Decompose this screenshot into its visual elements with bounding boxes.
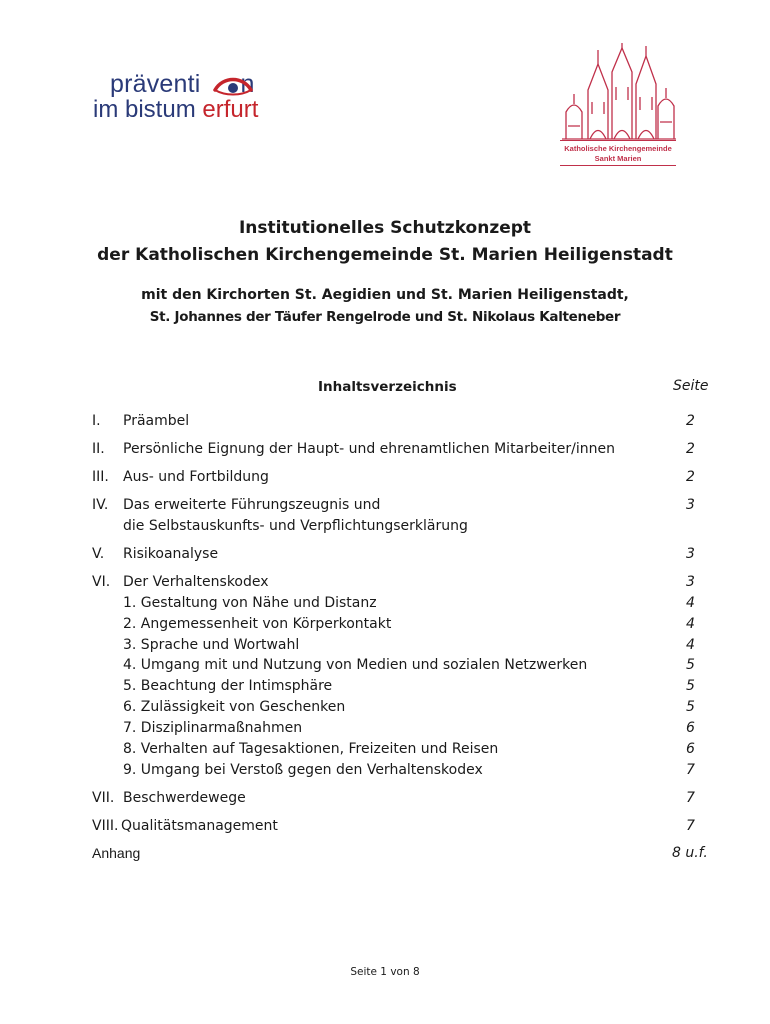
toc-sub-entry-text: 8. Verhalten auf Tagesaktionen, Freizeiten und Reisen <box>123 741 499 757</box>
toc-entry-number: I. <box>92 413 101 429</box>
toc-sub-entry-page: 6 <box>686 741 695 757</box>
document-title: Institutionelles Schutzkonzept <box>238 218 532 238</box>
church-divider-top <box>560 140 676 141</box>
toc-entry-page: 7 <box>686 790 695 806</box>
toc-sub-entry <box>0 657 770 677</box>
logo-text-bistum: im bistum erfurt <box>93 96 259 123</box>
toc-entry-text: die Selbstauskunfts- und Verpflichtungserklärung <box>123 518 468 534</box>
toc-appendix-text: Anhang <box>92 845 141 861</box>
toc-entry-number: III. <box>92 469 109 485</box>
toc-entry <box>0 441 770 461</box>
toc-sub-entry-text: 3. Sprache und Wortwahl <box>123 637 300 653</box>
toc-entry-number: II. <box>92 441 105 457</box>
toc-entry-number: VII. <box>92 790 115 806</box>
toc-appendix <box>0 845 770 865</box>
toc-sub-entry <box>0 720 770 740</box>
toc-entry-text: Aus- und Fortbildung <box>123 469 269 485</box>
toc-entry <box>0 546 770 566</box>
toc-entry-number: VIII. <box>92 818 119 834</box>
toc-sub-entry-text: 6. Zulässigkeit von Geschenken <box>123 699 346 715</box>
document-subtitle-line2: St. Johannes der Täufer Rengelrode und St. Nikolaus Kalteneber <box>149 309 621 325</box>
toc-sub-entry-text: 9. Umgang bei Verstoß gegen den Verhaltenskodex <box>123 762 483 778</box>
toc-entry-text: Präambel <box>123 413 190 429</box>
eye-icon <box>213 74 253 98</box>
toc-entry-page: 2 <box>686 413 695 429</box>
toc-entry-text: Das erweiterte Führungszeugnis und <box>123 497 381 513</box>
logo-text-praevention: präventi n <box>110 70 255 98</box>
toc-entry-text: Der Verhaltenskodex <box>123 574 269 590</box>
toc-sub-entry-page: 6 <box>686 720 695 736</box>
toc-appendix-page: 8 u.f. <box>672 845 708 861</box>
toc-entry-text: Qualitätsmanagement <box>121 818 278 834</box>
church-icon <box>560 42 678 142</box>
toc-sub-entry <box>0 741 770 761</box>
toc-sub-entry-text: 5. Beachtung der Intimsphäre <box>123 678 333 694</box>
toc-entry <box>0 574 770 594</box>
toc-sub-entry-text: 1. Gestaltung von Nähe und Distanz <box>123 595 377 611</box>
toc-sub-entry <box>0 699 770 719</box>
toc-entry-page: 3 <box>686 574 695 590</box>
toc-sub-entry-text: 2. Angemessenheit von Körperkontakt <box>123 616 392 632</box>
toc-entry <box>0 497 770 517</box>
toc-entry-number: IV. <box>92 497 109 513</box>
toc-sub-entry-page: 4 <box>686 637 695 653</box>
page-footer: Seite 1 von 8 <box>350 966 420 978</box>
toc-entry-page: 7 <box>686 818 695 834</box>
toc-sub-entry-page: 5 <box>686 699 695 715</box>
toc-entry <box>0 469 770 489</box>
toc-entry-text: Risikoanalyse <box>123 546 219 562</box>
toc-sub-entry-text: 7. Disziplinarmaßnahmen <box>123 720 303 736</box>
church-divider-bottom <box>560 165 676 166</box>
church-caption-line2: Sankt Marien <box>594 154 642 163</box>
toc-entry-continuation <box>0 518 770 538</box>
toc-entry-text: Beschwerdewege <box>123 790 246 806</box>
toc-sub-entry <box>0 762 770 782</box>
toc-sub-entry-page: 4 <box>686 595 695 611</box>
toc-entry-page: 3 <box>686 497 695 513</box>
toc-entry-page: 2 <box>686 469 695 485</box>
church-caption-line1: Katholische Kirchengemeinde <box>564 144 672 153</box>
toc-entry <box>0 413 770 433</box>
toc-sub-entry-page: 4 <box>686 616 695 632</box>
toc-entry-page: 3 <box>686 546 695 562</box>
toc-entry <box>0 790 770 810</box>
toc-sub-entry-text: 4. Umgang mit und Nutzung von Medien und sozialen Netzwerken <box>123 657 588 673</box>
toc-heading: Inhaltsverzeichnis <box>318 379 457 395</box>
toc-sub-entry <box>0 678 770 698</box>
toc-entry-text: Persönliche Eignung der Haupt- und ehrenamtlichen Mitarbeiter/innen <box>123 441 615 457</box>
toc-entry-number: V. <box>92 546 105 562</box>
toc-page-heading: Seite <box>673 378 709 394</box>
toc-sub-entry <box>0 637 770 657</box>
document-subtitle: mit den Kirchorten St. Aegidien und St. Marien Heiligenstadt, <box>141 287 629 303</box>
toc-sub-entry-page: 5 <box>686 678 695 694</box>
toc-sub-entry <box>0 595 770 615</box>
toc-entry <box>0 818 770 838</box>
document-title-line2: der Katholischen Kirchengemeinde St. Marien Heiligenstadt <box>97 245 673 265</box>
toc-entry-page: 2 <box>686 441 695 457</box>
toc-sub-entry <box>0 616 770 636</box>
toc-sub-entry-page: 7 <box>686 762 695 778</box>
toc-sub-entry-page: 5 <box>686 657 695 673</box>
toc-entry-number: VI. <box>92 574 111 590</box>
